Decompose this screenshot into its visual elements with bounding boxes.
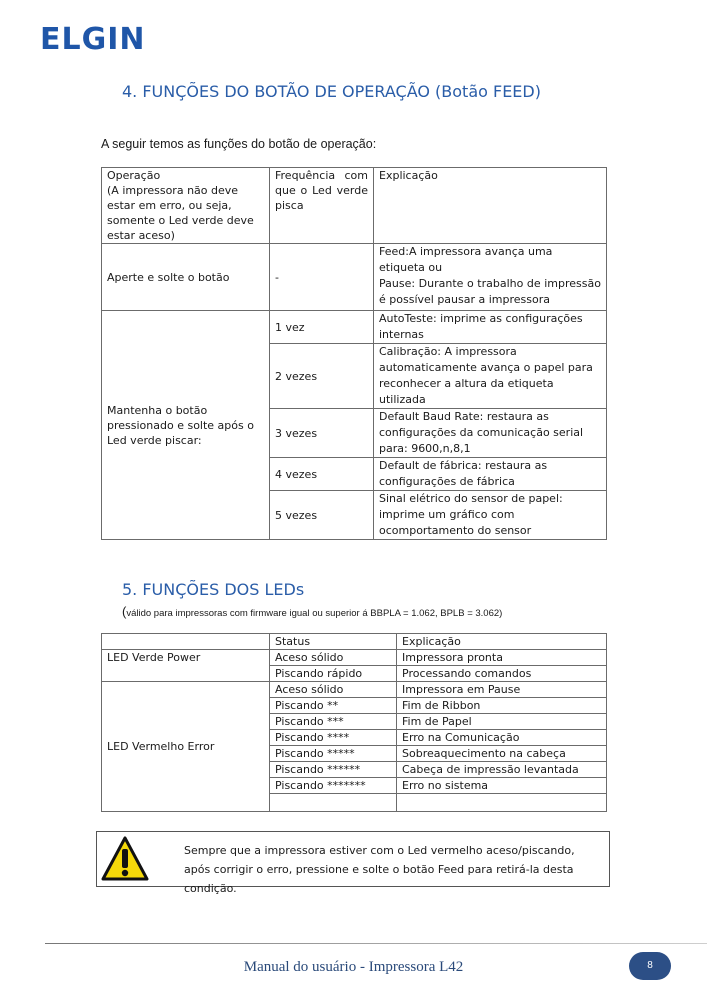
led-header-status: Status [270, 634, 397, 650]
hold-explanation: Default de fábrica: restaura as configurações de fábrica [374, 458, 607, 491]
led-explanation: Sobreaquecimento na cabeça [397, 746, 607, 762]
press-frequency: - [270, 244, 374, 311]
red-led-label: LED Vermelho Error [102, 682, 270, 812]
led-status: Piscando ****** [270, 762, 397, 778]
led-status: Piscando ******* [270, 778, 397, 794]
hold-explanation: Default Baud Rate: restaura as configurações da comunicação serial para: 9600,n,8,1 [374, 409, 607, 458]
section-title-leds: 5. FUNÇÕES DOS LEDs [122, 580, 305, 599]
table-header-row [102, 168, 607, 244]
led-status: Aceso sólido [270, 650, 397, 666]
led-explanation: Erro no sistema [397, 778, 607, 794]
table-row [102, 244, 607, 311]
led-status: Piscando *** [270, 714, 397, 730]
press-explanation-cell [374, 244, 607, 311]
green-led-label: LED Verde Power [102, 650, 270, 682]
led-status: Piscando ***** [270, 746, 397, 762]
led-explanation: Fim de Papel [397, 714, 607, 730]
hold-frequency: 1 vez [270, 311, 374, 344]
header-operation-cell [102, 168, 270, 244]
warning-triangle-icon [101, 836, 149, 882]
press-operation: Aperte e solte o botão [102, 244, 270, 311]
hold-operation: Mantenha o botão pressionado e solte após o Led verde piscar: [102, 311, 270, 540]
table-row [102, 650, 607, 666]
header-frequency: Frequência com que o Led verde pisca [270, 168, 374, 244]
led-functions-table [101, 633, 607, 812]
press-explanation-feed: Feed:A impressora avança uma etiqueta ou [379, 245, 553, 274]
table-row [102, 311, 607, 344]
footer-title: Manual do usuário - Impressora L42 [243, 959, 464, 975]
warning-box [96, 831, 610, 895]
led-status: Piscando **** [270, 730, 397, 746]
led-status: Piscando ** [270, 698, 397, 714]
led-header-explanation: Explicação [397, 634, 607, 650]
led-status [270, 794, 397, 812]
led-explanation: Cabeça de impressão levantada [397, 762, 607, 778]
hold-explanation: AutoTeste: imprime as configurações internas [374, 311, 607, 344]
led-header-led [102, 634, 270, 650]
table-row [102, 682, 607, 698]
page-number-badge: 8 [629, 952, 671, 980]
hold-frequency: 5 vezes [270, 491, 374, 540]
led-explanation: Processando comandos [397, 666, 607, 682]
led-header-row [102, 634, 607, 650]
header-explanation: Explicação [374, 168, 607, 244]
section-title-button-functions: 4. FUNÇÕES DO BOTÃO DE OPERAÇÃO (Botão FEED) [122, 82, 541, 101]
hold-frequency: 2 vezes [270, 344, 374, 409]
led-explanation: Fim de Ribbon [397, 698, 607, 714]
footer-divider [45, 943, 707, 944]
hold-explanation: Calibração: A impressora automaticamente avança o papel para reconhecer a altura da etiqueta utilizada [374, 344, 607, 409]
press-explanation-pause: Pause: Durante o trabalho de impressão é possível pausar a impressora [379, 277, 601, 306]
firmware-note-text: válido para impressoras com firmware igual ou superior á BBPLA = 1.062, BPLB = 3.062) [126, 608, 503, 619]
firmware-note [122, 604, 502, 619]
hold-explanation: Sinal elétrico do sensor de papel: imprime um gráfico com ocomportamento do sensor [374, 491, 607, 540]
operation-functions-table [101, 167, 607, 540]
header-operation: Operação [107, 169, 161, 182]
firmware-note-paren: ( [122, 604, 127, 619]
led-status: Aceso sólido [270, 682, 397, 698]
hold-frequency: 3 vezes [270, 409, 374, 458]
section-intro: A seguir temos as funções do botão de operação: [101, 137, 377, 151]
led-status: Piscando rápido [270, 666, 397, 682]
hold-frequency: 4 vezes [270, 458, 374, 491]
led-explanation: Impressora pronta [397, 650, 607, 666]
warning-text: Sempre que a impressora estiver com o Led vermelho aceso/piscando, após corrigir o erro, pressione e solte o botão Feed para retirá-la desta condição. [184, 844, 575, 895]
led-explanation: Impressora em Pause [397, 682, 607, 698]
led-explanation [397, 794, 607, 812]
led-explanation: Erro na Comunicação [397, 730, 607, 746]
header-operation-note: (A impressora não deve estar em erro, ou seja, somente o Led verde deve estar aceso) [107, 184, 254, 242]
elgin-logo: ELGIN [40, 22, 146, 57]
